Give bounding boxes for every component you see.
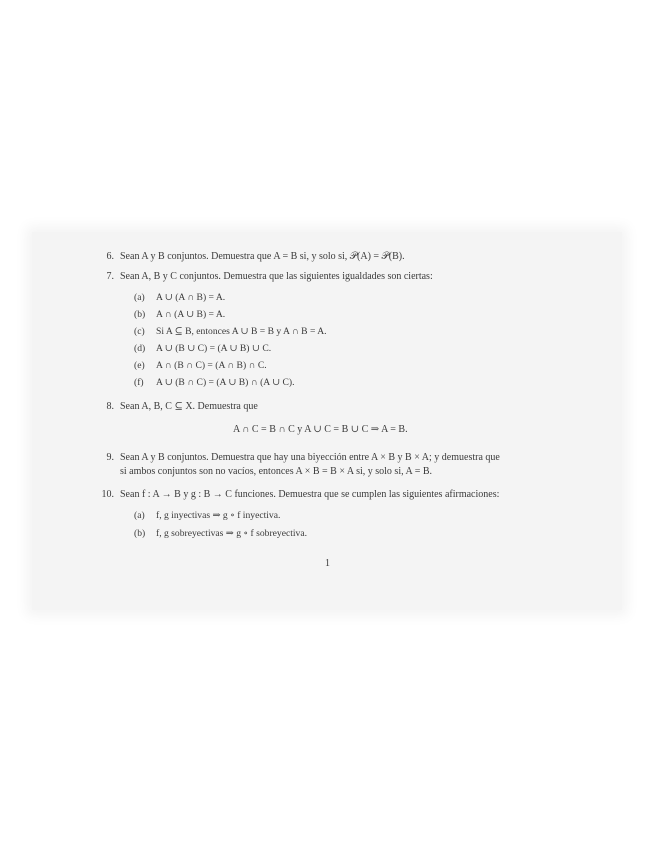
problem-text-line-2: si ambos conjuntos son no vacíos, entonces A × B = B × A si, y solo si, A = B. xyxy=(120,466,433,477)
problem-number: 8. xyxy=(106,401,114,412)
item-label: (d) xyxy=(134,343,146,354)
item-label: (c) xyxy=(134,326,145,337)
problem-number: 10. xyxy=(101,489,114,500)
problem-text-line-1: Sean A y B conjuntos. Demuestra que hay una biyección entre A × B y B × A; y demuestra que xyxy=(120,452,500,463)
scanned-page xyxy=(32,232,622,610)
list-item xyxy=(134,360,267,372)
item-text: A ∪ (A ∩ B) = A. xyxy=(156,292,226,303)
item-label: (e) xyxy=(134,360,145,371)
item-text: A ∪ (B ∩ C) = (A ∪ B) ∩ (A ∪ C). xyxy=(156,377,295,388)
item-label: (a) xyxy=(134,510,145,521)
item-label: (a) xyxy=(134,292,145,303)
item-text: A ∪ (B ∪ C) = (A ∪ B) ∪ C. xyxy=(156,343,272,354)
list-item xyxy=(134,343,271,355)
item-text: f, g sobreyectivas ⇒ g ∘ f sobreyectiva. xyxy=(156,528,308,539)
problem-number: 7. xyxy=(106,271,114,282)
list-item xyxy=(134,309,225,321)
page-number: 1 xyxy=(325,558,330,569)
list-item xyxy=(134,510,280,522)
item-label: (b) xyxy=(134,528,146,539)
list-item xyxy=(134,326,327,338)
item-label: (f) xyxy=(134,377,144,388)
item-text: A ∩ (A ∪ B) = A. xyxy=(156,309,226,320)
item-text: f, g inyectivas ⇒ g ∘ f inyectiva. xyxy=(156,510,281,521)
item-text: A ∩ (B ∩ C) = (A ∩ B) ∩ C. xyxy=(156,360,267,371)
item-label: (b) xyxy=(134,309,146,320)
display-equation: A ∩ C = B ∩ C y A ∪ C = B ∪ C ⇒ A = B. xyxy=(233,424,408,435)
list-item xyxy=(134,528,307,540)
item-text: Si A ⊆ B, entonces A ∪ B = B y A ∩ B = A. xyxy=(156,326,327,337)
problem-text: Sean A y B conjuntos. Demuestra que A = B si, y solo si, 𝒫(A) = 𝒫(B). xyxy=(120,251,405,262)
list-item xyxy=(134,292,225,304)
problem-number: 9. xyxy=(106,452,114,463)
problem-text: Sean f : A → B y g : B → C funciones. Demuestra que se cumplen las siguientes afirmaciones: xyxy=(120,489,500,500)
list-item xyxy=(134,377,295,389)
problem-text: Sean A, B, C ⊆ X. Demuestra que xyxy=(120,401,258,412)
problem-text: Sean A, B y C conjuntos. Demuestra que las siguientes igualdades son ciertas: xyxy=(120,271,433,282)
problem-number: 6. xyxy=(106,251,114,262)
